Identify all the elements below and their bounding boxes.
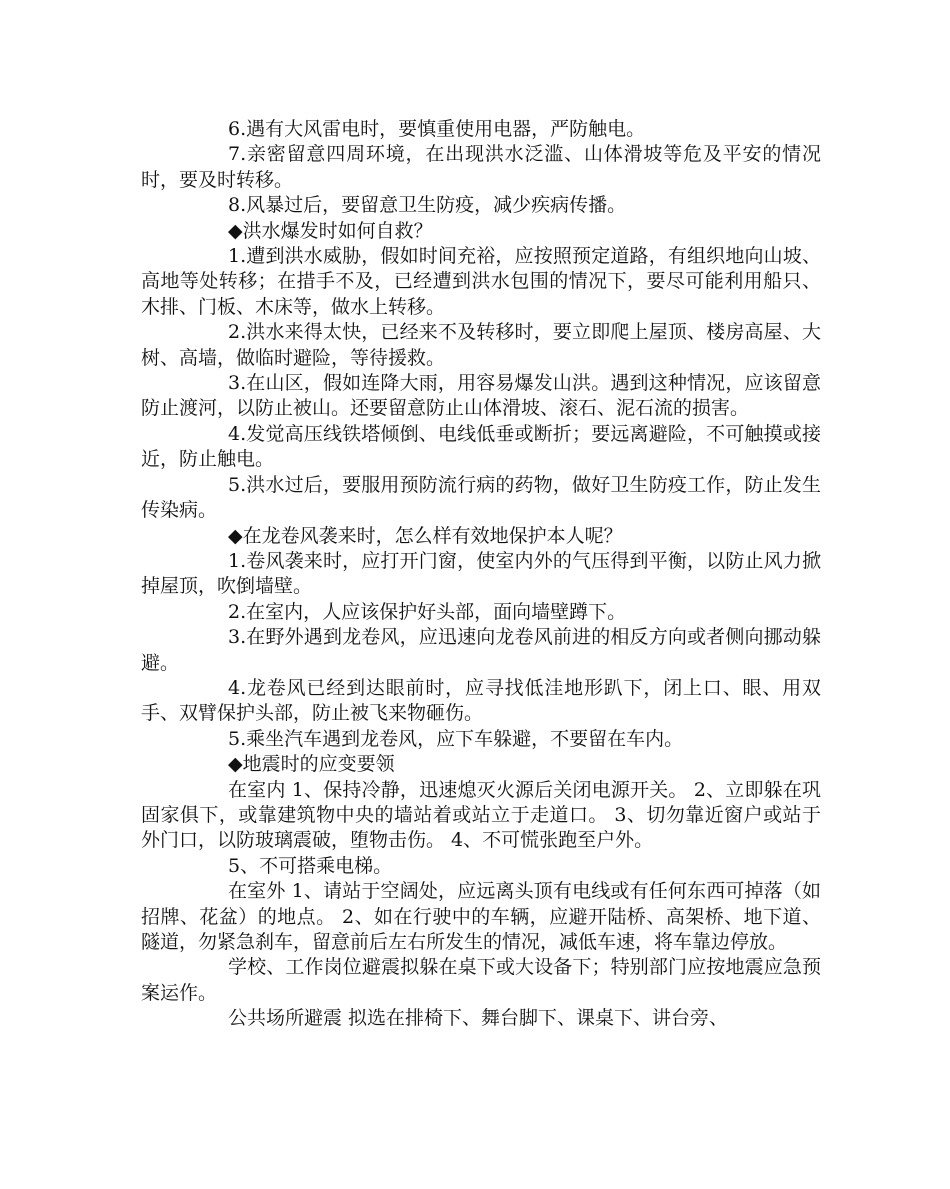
paragraph: 5.乘坐汽车遇到龙卷风，应下车躲避，不要留在车内。 xyxy=(228,727,684,750)
paragraph: 1.卷风袭来时，应打开门窗，使室内外的气压得到平衡，以防止风力掀掉屋顶，吹倒墙壁。 xyxy=(141,549,821,598)
section-heading: ◆地震时的应变要领 xyxy=(228,753,395,776)
paragraph: 6.遇有大风雷电时，要慎重使用电器，严防触电。 xyxy=(228,118,646,140)
paragraph: 3.在野外遇到龙卷风，应迅速向龙卷风前进的相反方向或者侧向挪动躲避。 xyxy=(141,626,821,674)
paragraph: 5.洪水过后，要服用预防流行病的药物，做好卫生防疫工作，防止发生传染病。 xyxy=(141,473,821,522)
paragraph: 4.龙卷风已经到达眼前时，应寻找低洼地形趴下，闭上口、眼、用双手、双臂保护头部，防止被飞来物砸伤。 xyxy=(141,676,821,725)
paragraph: 在室内 1、保持冷静，迅速熄灭火源后关闭电源开关。 2、立即躲在巩固家俱下，或靠建筑物中央的墙站着或站立于走道口。 3、切勿靠近窗户或站于外门口，以防玻璃震破，堕物击伤。 4、不可慌张跑至户外。 xyxy=(141,778,821,852)
paragraph: 2.在室内，人应该保护好头部，面向墙壁蹲下。 xyxy=(228,600,627,623)
paragraph: 学校、工作岗位避震拟躲在桌下或大设备下；特别部门应按地震应急预案运作。 xyxy=(141,956,821,1004)
paragraph: 8.风暴过后，要留意卫生防疫，减少疾病传播。 xyxy=(228,194,627,217)
document-body xyxy=(141,117,821,1032)
paragraph: 2.洪水来得太快，已经来不及转移时，要立即爬上屋顶、楼房高屋、大树、高墙，做临时避险，等待援救。 xyxy=(141,321,821,369)
paragraph: 1.遭到洪水威胁，假如时间充裕，应按照预定道路，有组织地向山坡、高地等处转移；在措手不及，已经遭到洪水包围的情况下，要尽可能利用船只、木排、门板、木床等，做水上转移。 xyxy=(141,245,821,318)
paragraph: 4.发觉高压线铁塔倾倒、电线低垂或断折；要远离避险，不可触摸或接近，防止触电。 xyxy=(141,422,821,471)
section-heading: ◆在龙卷风袭来时，怎么样有效地保护本人呢？ xyxy=(228,524,623,547)
paragraph: 3.在山区，假如连降大雨，用容易爆发山洪。遇到这种情况，应该留意防止渡河，以防止被山。还要留意防止山体滑坡、滚石、泥石流的损害。 xyxy=(141,372,821,420)
section-heading: ◆洪水爆发时如何自救？ xyxy=(228,219,433,242)
paragraph: 5、不可搭乘电梯。 xyxy=(228,854,393,877)
paragraph: 在室外 1、请站于空阔处，应远离头顶有电线或有任何东西可掉落（如招牌、花盆）的地点。 2、如在行驶中的车辆，应避开陆桥、高架桥、地下道、隧道，勿紧急刹车，留意前后左右所发生的情况，减低车速，将车靠边停放。 xyxy=(141,880,821,953)
paragraph: 7.亲密留意四周环境，在出现洪水泛滥、山体滑坡等危及平安的情况时，要及时转移。 xyxy=(141,143,821,191)
paragraph: 公共场所避震 拟选在排椅下、舞台脚下、课桌下、讲台旁、 xyxy=(228,1007,729,1030)
